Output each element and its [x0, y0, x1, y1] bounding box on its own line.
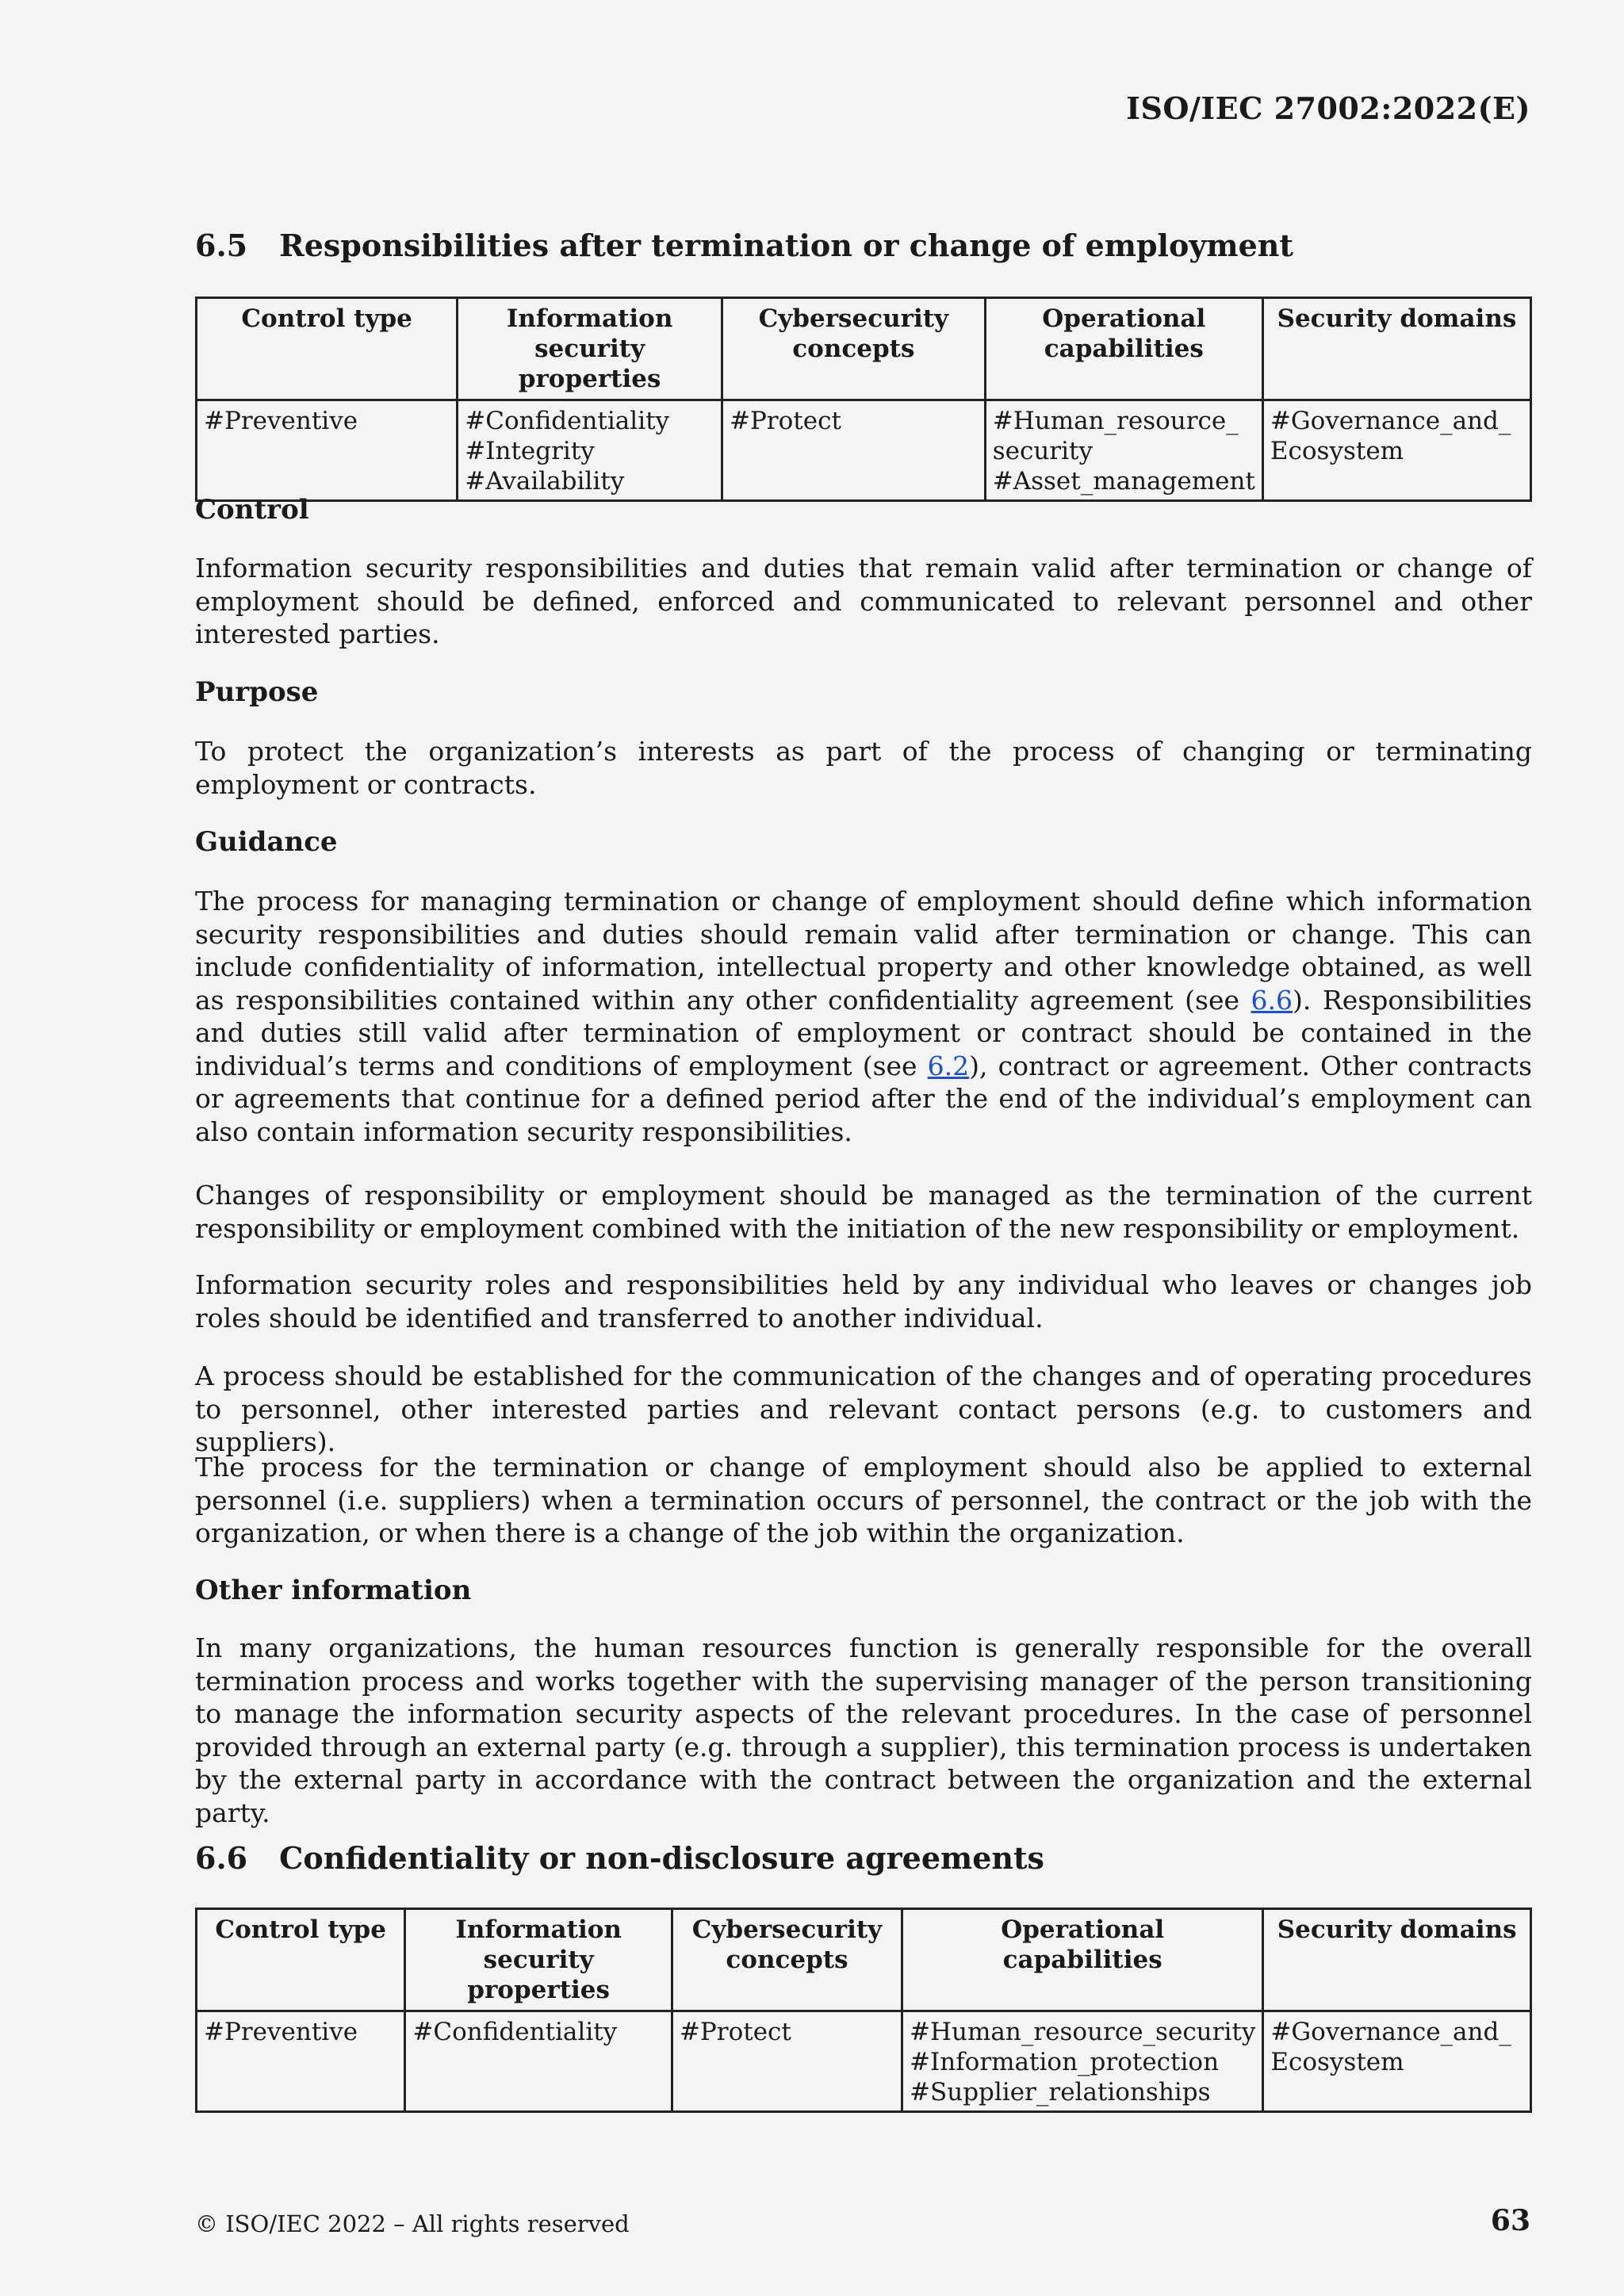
section-number: 6.6 — [195, 1840, 248, 1876]
guidance-paragraph-5: The process for the termination or change of employment should also be applied to external personnel (i.e. suppliers) when a termination occurs of personnel, the contract or the job with the organization, or when there is a change of the job within the organization. — [195, 1452, 1532, 1548]
header-cybersecurity-concepts: Cybersecurity concepts — [722, 298, 985, 400]
table-row — [197, 2011, 1531, 2112]
cell-security-properties: #Confidentiality #Integrity #Availability — [458, 400, 722, 501]
control-heading: Control — [195, 494, 309, 526]
section-6-6-heading-block — [195, 1839, 1532, 1877]
guidance-paragraph-2: Changes of responsibility or employment should be managed as the termination of the current responsibility or employment combined with the initiation of the new responsibility or employment. — [195, 1180, 1532, 1244]
ref-link-6-2[interactable]: 6.2 — [927, 1050, 970, 1081]
table-header-row — [197, 1909, 1531, 2011]
section-title: Responsibilities after termination or change of employment — [279, 228, 1293, 263]
purpose-text: To protect the organization’s interests as part of the process of changing or terminating employment or contracts. — [195, 736, 1532, 800]
table-row — [197, 400, 1531, 501]
guidance-paragraph-1: The process for managing termination or change of employment should define which information security responsibilities and duties should remain valid after termination or change. This can include confidentiality of information, intellectual property and other knowledge obtained, as well as responsibilities contained within any other confidentiality agreement (see 6.6). Responsibilities and duties still valid after termination of employment or contract should be contained in the individual’s terms and conditions of employment (see 6.2), contract or agreement. Other contracts or agreements that continue for a defined period after the end of the individual’s employment can also contain information security responsibilities. — [195, 886, 1533, 1147]
document-id-header: ISO/IEC 27002:2022(E) — [1126, 90, 1530, 126]
cell-cybersecurity-concepts: #Protect — [722, 400, 985, 501]
section-6-6-heading — [195, 1839, 1532, 1877]
header-control-type: Control type — [197, 298, 458, 400]
section-number: 6.5 — [195, 228, 248, 263]
guidance-paragraph-4: A process should be established for the communication of the changes and of operating procedures to personnel, other interested parties and relevant contact persons (e.g. to customers and suppliers). — [195, 1360, 1532, 1457]
cell-security-domains: #Governance_and_ Ecosystem — [1263, 2011, 1531, 2112]
guidance-paragraph-3: Information security roles and responsibilities held by any individual who leaves or changes job roles should be identified and transferred to another individual. — [195, 1269, 1532, 1334]
section-title: Confidentiality or non-disclosure agreements — [279, 1840, 1044, 1876]
cell-security-domains: #Governance_and_ Ecosystem — [1262, 400, 1530, 501]
section-6-5-heading-block — [195, 227, 1532, 265]
header-operational-capabilities: Operational capabilities — [985, 298, 1262, 400]
section-6-6-attribute-table-block — [195, 1908, 1532, 2113]
header-security-properties: Information security properties — [458, 298, 722, 400]
attribute-table — [195, 1908, 1532, 2113]
cell-operational-capabilities: #Human_resource_security #Information_protection #Supplier_relationships — [902, 2011, 1263, 2112]
cell-control-type: #Preventive — [197, 2011, 405, 2112]
header-security-properties: Information security properties — [405, 1909, 672, 2011]
section-6-5-attribute-table-block — [195, 297, 1532, 502]
header-security-domains: Security domains — [1262, 298, 1530, 400]
header-control-type: Control type — [197, 1909, 405, 2011]
ref-link-6-6[interactable]: 6.6 — [1251, 984, 1293, 1016]
header-cybersecurity-concepts: Cybersecurity concepts — [672, 1909, 902, 2011]
header-security-domains: Security domains — [1263, 1909, 1531, 2011]
cell-operational-capabilities: #Human_resource_ security #Asset_management — [985, 400, 1262, 501]
control-text: Information security responsibilities and duties that remain valid after termination or change of employment should be defined, enforced and communicated to relevant personnel and other interested parties. — [195, 553, 1532, 649]
page-number: 63 — [1490, 2204, 1530, 2237]
purpose-heading: Purpose — [195, 676, 319, 708]
attribute-table — [195, 297, 1532, 502]
table-header-row — [197, 298, 1531, 400]
cell-security-properties: #Confidentiality — [405, 2011, 672, 2112]
header-operational-capabilities: Operational capabilities — [902, 1909, 1263, 2011]
guidance-heading: Guidance — [195, 826, 338, 858]
cell-control-type: #Preventive — [197, 400, 458, 501]
copyright-footer: © ISO/IEC 2022 – All rights reserved — [195, 2210, 630, 2237]
other-information-heading: Other information — [195, 1575, 472, 1606]
cell-cybersecurity-concepts: #Protect — [672, 2011, 902, 2112]
section-6-5-heading — [195, 227, 1532, 265]
other-information-text: In many organizations, the human resources function is generally responsible for the overall termination process and works together with the supervising manager of the person transitioning to manage the information security aspects of the relevant procedures. In the case of personnel provided through an external party (e.g. through a supplier), this termination process is undertaken by the external party in accordance with the contract between the organization and the external party. — [195, 1632, 1532, 1828]
